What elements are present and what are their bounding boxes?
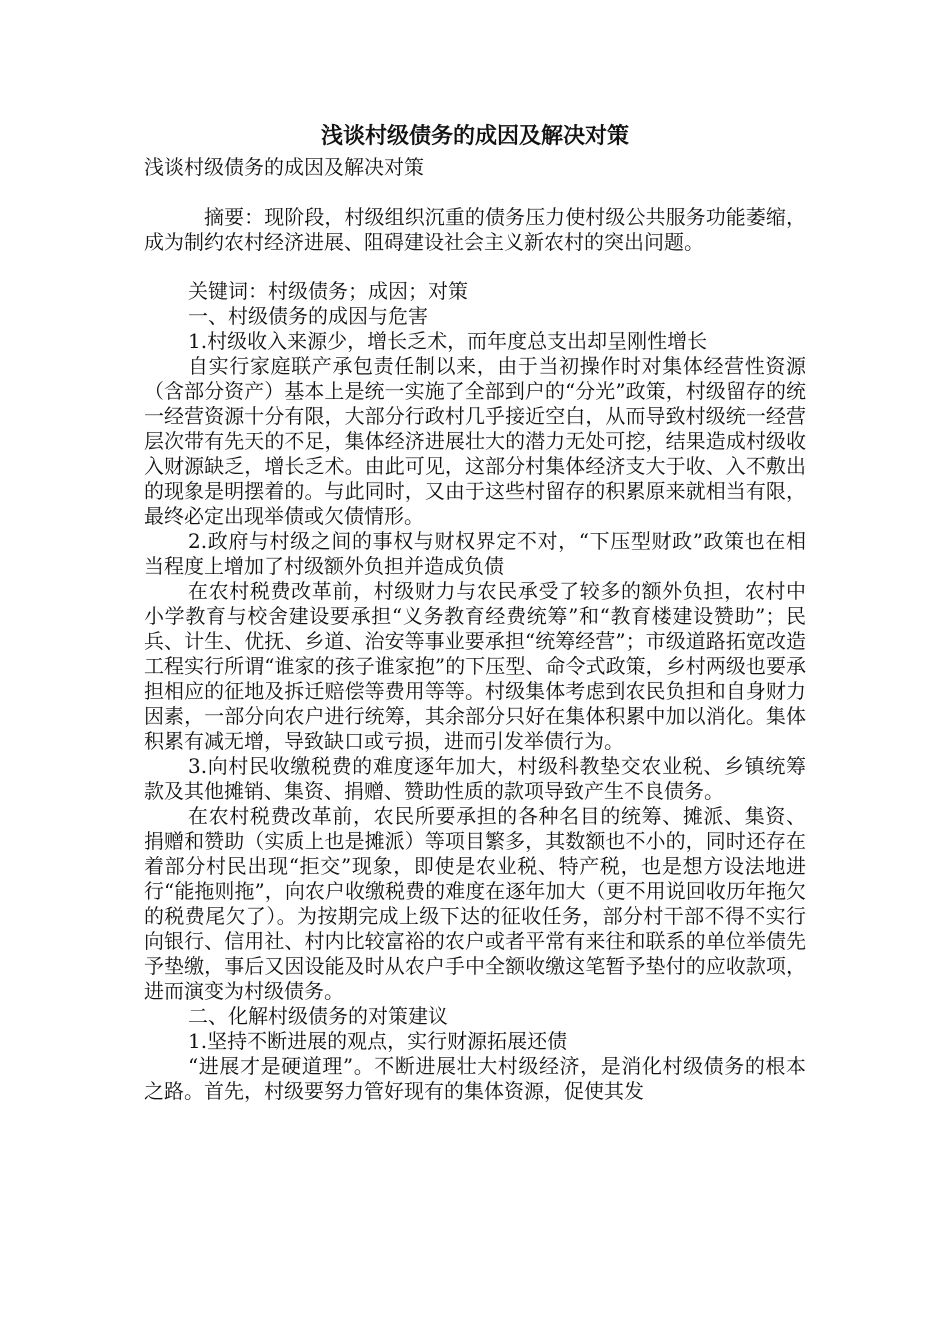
document-title: 浅谈村级债务的成因及解决对策 — [320, 124, 629, 149]
section-1-item-3-body: 在农村税费改革前，农民所要承担的各种名目的统筹、摊派、集资、捐赠和赞助（实质上也是摊派）等项目繁多，其数额也不小的，同时还存在着部分村民出现“拒交”现象，即使是农业税、特产税，也是想方设法地进行“能拖则拖”，向农户收缴税费的难度在逐年加大（更不用说回收历年拖欠的税费尾欠了）。为按期完成上级下达的征收任务，部分村干部不得不实行向银行、信用社、村内比较富裕的农户或者平常有来往和联系的单位举债先予垫缴，事后又因设能及时从农户手中全额收缴这笔暂予垫付的应收款项，进而演变为村级债务。 — [144, 804, 806, 1003]
section-2-item-1-heading: 1.坚持不断进展的观点，实行财源拓展还债 — [188, 1029, 568, 1053]
section-2-item-1-body: “进展才是硬道理”。不断进展壮大村级经济，是消化村级债务的根本之路。首先，村级要努力管好现有的集体资源，促使其发 — [144, 1054, 806, 1103]
section-1-item-3-heading: 3.向村民收缴税费的难度逐年加大，村级科教垫交农业税、乡镇统筹款及其他摊销、集资、捐赠、赞助性质的款项导致产生不良债务。 — [144, 754, 806, 803]
section-1-item-2-body: 在农村税费改革前，村级财力与农民承受了较多的额外负担，农村中小学教育与校舍建设要承担“义务教育经费统筹”和“教育楼建设赞助”；民兵、计生、优抚、乡道、治安等事业要承担“统筹经营”；市级道路拓宽改造工程实行所谓“谁家的孩子谁家抱”的下压型、命令式政策，乡村两级也要承担相应的征地及拆迁赔偿等费用等等。村级集体考虑到农民负担和自身财力因素，一部分向农户进行统筹，其余部分只好在集体积累中加以消化。集体积累有减无增，导致缺口或亏损，进而引发举债行为。 — [144, 579, 806, 753]
section-1-item-1-body: 自实行家庭联产承包责任制以来，由于当初操作时对集体经营性资源（含部分资产）基本上是统一实施了全部到户的“分光”政策，村级留存的统一经营资源十分有限，大部分行政村几乎接近空白，从而导致村级统一经营层次带有先天的不足，集体经济进展壮大的潜力无处可挖，结果造成村级收入财源缺乏，增长乏术。由此可见，这部分村集体经济支大于收、入不敷出的现象是明摆着的。与此同时，又由于这些村留存的积累原来就相当有限，最终必定出现举债或欠债情形。 — [144, 354, 806, 528]
document-page — [144, 120, 806, 1104]
abstract-paragraph: 摘要：现阶段，村级组织沉重的债务压力使村级公共服务功能萎缩，成为制约农村经济进展、阻碍建设社会主义新农村的突出问题。 — [144, 205, 806, 254]
document-subtitle: 浅谈村级债务的成因及解决对策 — [144, 155, 424, 179]
section-2-heading: 二、化解村级债务的对策建议 — [188, 1004, 448, 1028]
section-1-item-1-heading: 1.村级收入来源少，增长乏术，而年度总支出却呈刚性增长 — [188, 329, 708, 353]
section-1-item-2-heading: 2.政府与村级之间的事权与财权界定不对，“下压型财政”政策也在相当程度上增加了村级额外负担并造成负债 — [144, 529, 806, 578]
section-1-heading: 一、村级债务的成因与危害 — [188, 304, 428, 328]
keywords-line: 关键词：村级债务；成因；对策 — [188, 279, 468, 303]
